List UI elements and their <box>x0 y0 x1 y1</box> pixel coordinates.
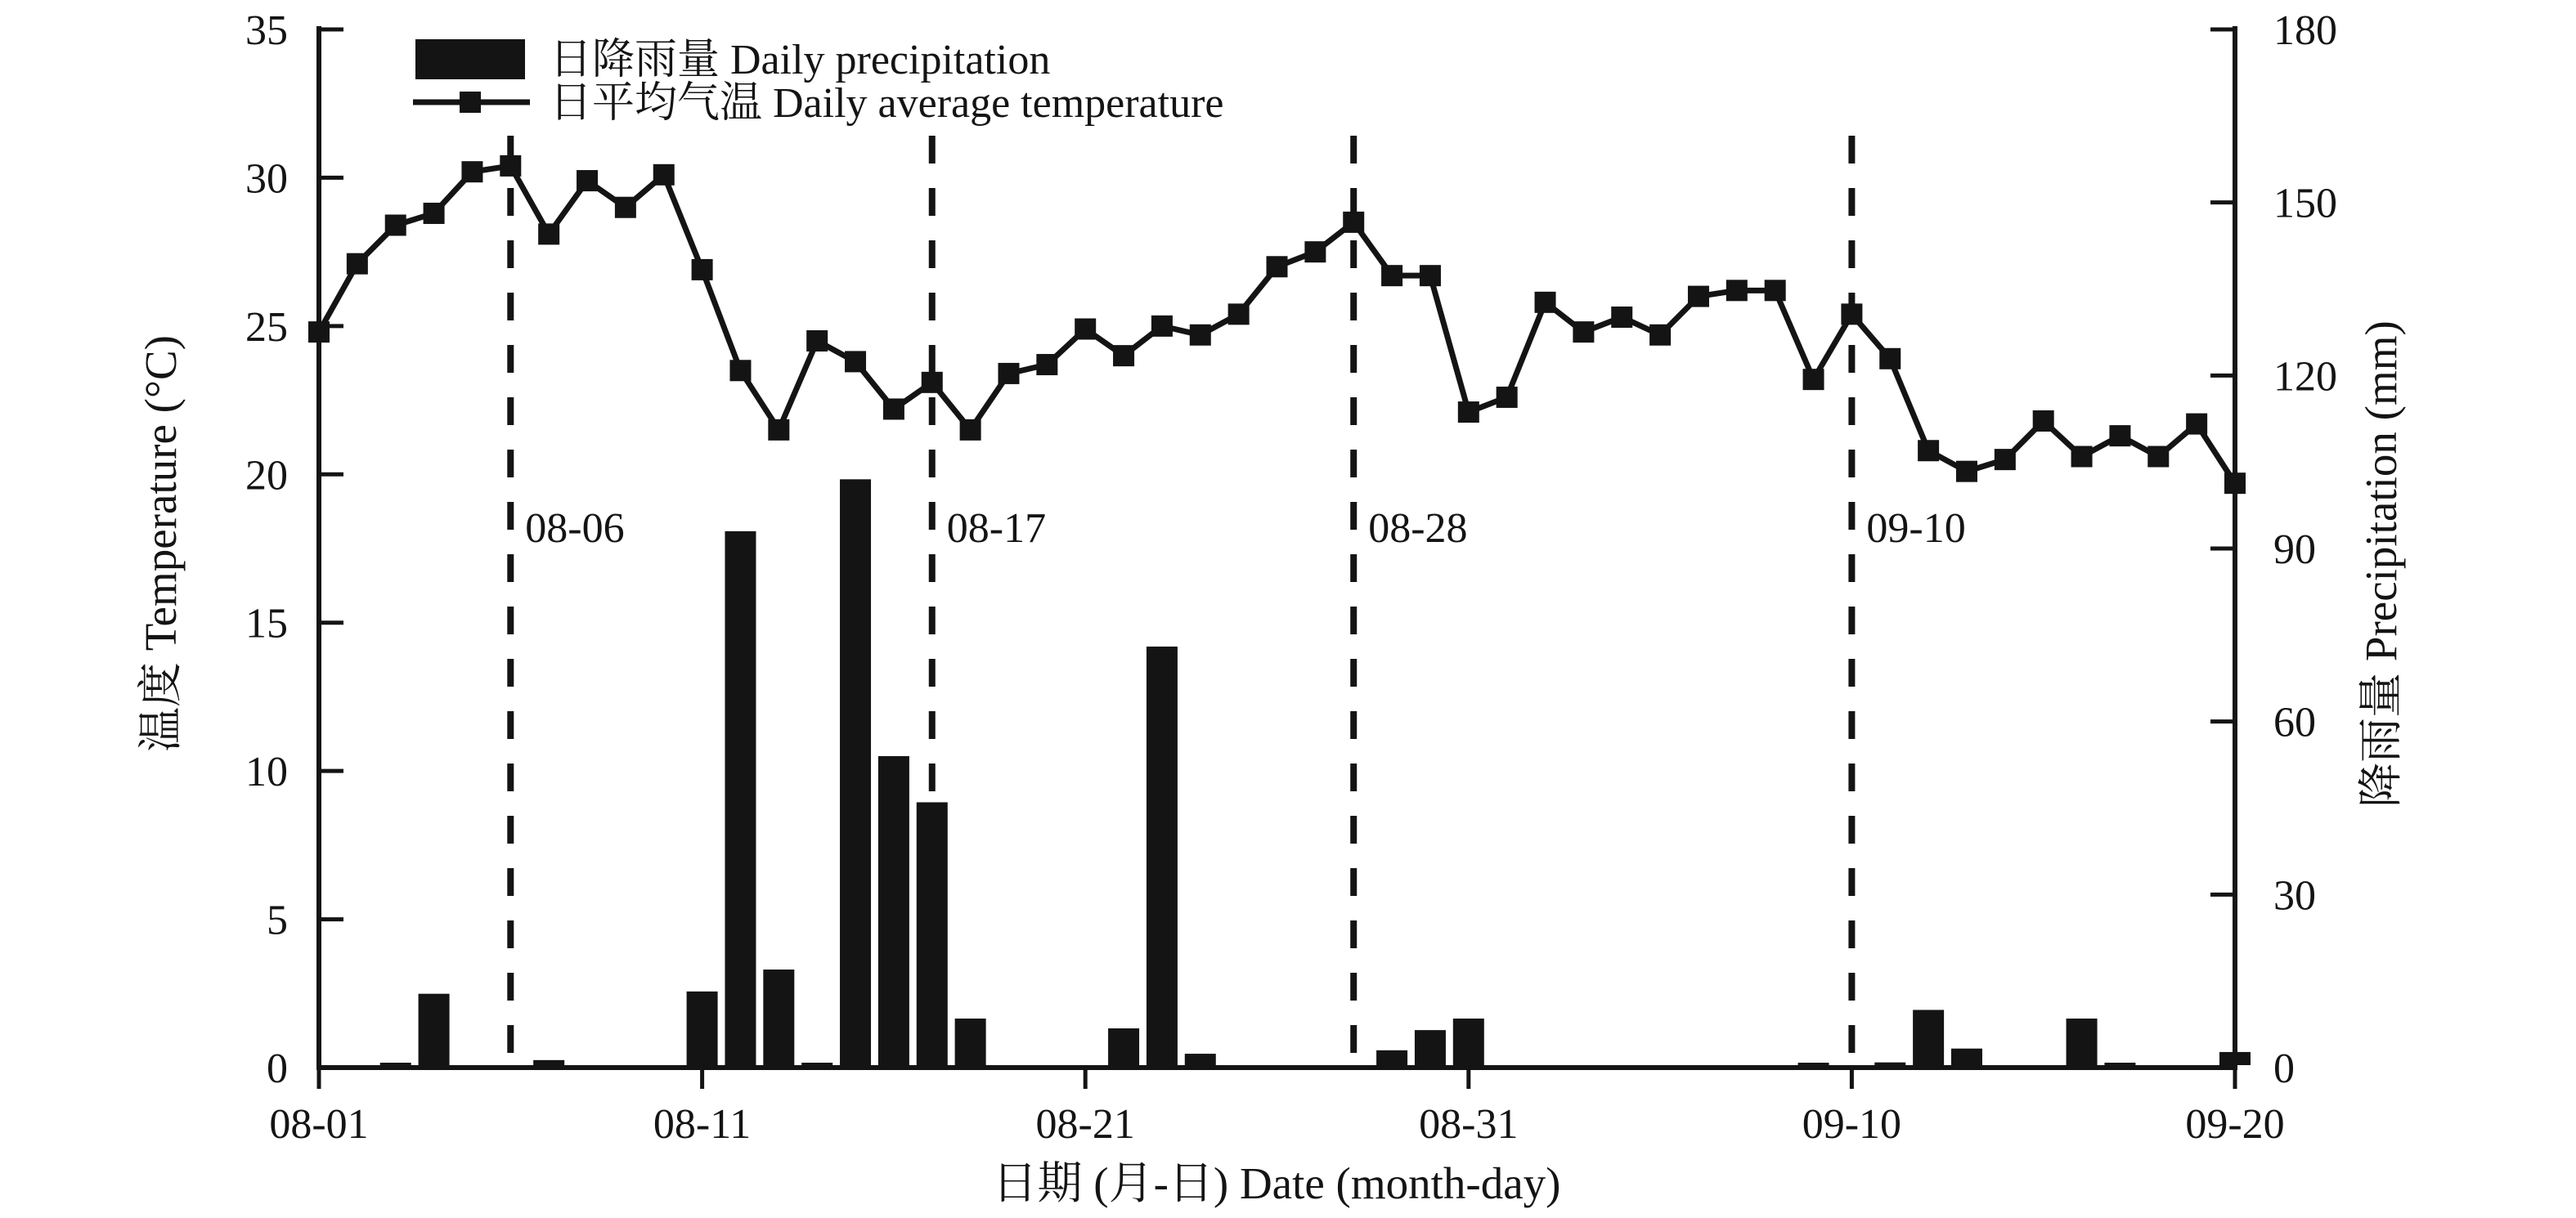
temp-marker-08-07 <box>538 223 559 244</box>
right-tick-label-30: 30 <box>2273 872 2316 920</box>
bar-09-16 <box>2067 1019 2098 1065</box>
legend <box>413 37 1223 127</box>
temp-marker-08-20 <box>1036 354 1057 375</box>
temp-marker-08-02 <box>347 253 368 275</box>
temp-marker-08-16 <box>883 398 904 419</box>
temp-marker-08-10 <box>653 164 675 186</box>
temp-marker-08-30 <box>1420 265 1441 286</box>
left-tick-label-10: 10 <box>245 749 288 796</box>
legend-precip-label: 日降雨量 Daily precipitation <box>550 37 1051 83</box>
temp-marker-08-08 <box>577 170 598 191</box>
temp-marker-08-25 <box>1228 303 1250 325</box>
left-tick-label-25: 25 <box>245 303 288 351</box>
temp-marker-09-06 <box>1688 286 1709 307</box>
temp-marker-08-12 <box>729 360 751 381</box>
temp-marker-09-17 <box>2109 425 2130 446</box>
bar-09-12 <box>1913 1010 1944 1065</box>
temp-marker-08-13 <box>768 419 789 441</box>
temp-marker-08-28 <box>1343 212 1364 233</box>
temp-marker-08-26 <box>1267 256 1288 277</box>
legend-temp-marker-swatch <box>460 92 481 113</box>
left-tick-label-35: 35 <box>245 7 288 54</box>
temp-marker-08-06 <box>500 155 521 177</box>
temperature-polyline <box>319 166 2235 483</box>
bar-09-11 <box>1874 1063 1905 1065</box>
x-axis-title: 日期 (月-日) Date (month-day) <box>992 1158 1561 1208</box>
bar-08-11 <box>687 992 718 1065</box>
temp-marker-09-18 <box>2147 446 2169 468</box>
temp-marker-09-08 <box>1765 280 1786 301</box>
x-tick-label-08-31: 08-31 <box>1419 1101 1519 1148</box>
bar-08-24 <box>1185 1054 1216 1065</box>
bar-08-31 <box>1453 1019 1484 1065</box>
right-tick-label-180: 180 <box>2273 7 2337 54</box>
temp-marker-09-14 <box>1995 449 2016 470</box>
temp-marker-08-11 <box>692 259 713 280</box>
temp-marker-09-09 <box>1803 369 1824 390</box>
temp-marker-09-11 <box>1879 348 1901 369</box>
right-tick-label-0: 0 <box>2273 1046 2295 1092</box>
x-tick-label-08-21: 08-21 <box>1035 1101 1135 1148</box>
left-tick-label-0: 0 <box>267 1046 288 1092</box>
temp-marker-09-12 <box>1918 440 1939 461</box>
bar-08-13 <box>763 969 794 1065</box>
temp-marker-08-04 <box>424 203 445 224</box>
bar-08-07 <box>533 1060 564 1065</box>
temp-marker-08-22 <box>1113 345 1134 366</box>
temp-marker-08-23 <box>1151 316 1173 337</box>
left-tick-label-5: 5 <box>267 897 288 944</box>
right-tick-label-150: 150 <box>2273 180 2337 227</box>
bar-08-22 <box>1108 1028 1139 1065</box>
temp-marker-08-09 <box>615 197 636 218</box>
bar-08-04 <box>419 994 450 1065</box>
bar-08-03 <box>380 1063 411 1065</box>
bar-08-12 <box>725 531 756 1065</box>
precipitation-bars <box>380 479 2251 1065</box>
temp-marker-09-02 <box>1535 292 1556 313</box>
legend-temp-label: 日平均气温 Daily average temperature <box>550 80 1224 127</box>
temp-marker-08-05 <box>461 161 482 182</box>
axes-and-ticks <box>245 7 2337 1148</box>
temp-marker-08-03 <box>385 214 406 235</box>
bar-08-29 <box>1376 1050 1407 1065</box>
temp-marker-08-14 <box>806 330 828 352</box>
left-tick-label-20: 20 <box>245 452 288 499</box>
temp-marker-09-04 <box>1611 307 1632 328</box>
dashed-line-label-08-17: 08-17 <box>946 505 1047 552</box>
temp-marker-09-01 <box>1497 387 1518 408</box>
temp-marker-09-19 <box>2186 414 2207 435</box>
left-tick-label-15: 15 <box>245 600 288 647</box>
temp-marker-08-27 <box>1304 241 1326 262</box>
bar-08-17 <box>917 802 948 1065</box>
temperature-line-series <box>308 155 2246 494</box>
dashed-line-label-08-06: 08-06 <box>525 505 625 552</box>
temp-marker-09-16 <box>2071 446 2093 468</box>
temp-marker-08-17 <box>922 372 943 393</box>
x-tick-label-08-01: 08-01 <box>269 1101 369 1148</box>
temp-marker-08-19 <box>998 363 1019 384</box>
dashed-line-label-08-28: 08-28 <box>1368 505 1468 552</box>
temp-marker-09-03 <box>1573 321 1594 343</box>
right-tick-label-60: 60 <box>2273 699 2316 746</box>
temp-marker-08-21 <box>1075 318 1096 339</box>
temp-marker-09-13 <box>1956 461 1977 482</box>
right-axis-title: 降雨量 Precipitation (mm) <box>2356 320 2406 808</box>
temp-marker-08-15 <box>845 351 866 372</box>
temp-marker-09-05 <box>1649 325 1671 346</box>
temp-marker-09-15 <box>2033 410 2054 432</box>
x-tick-label-09-20: 09-20 <box>2185 1101 2285 1148</box>
x-tick-label-08-11: 08-11 <box>653 1101 752 1148</box>
temp-marker-09-07 <box>1726 280 1748 301</box>
dashed-line-label-09-10: 09-10 <box>1866 505 1966 552</box>
bar-08-18 <box>955 1019 986 1065</box>
temp-marker-09-10 <box>1841 303 1862 325</box>
bar-08-30 <box>1415 1030 1446 1065</box>
bar-08-14 <box>801 1063 832 1065</box>
x-tick-label-09-10: 09-10 <box>1802 1101 1902 1148</box>
bar-09-13 <box>1951 1049 1982 1065</box>
legend-precip-swatch <box>415 39 525 79</box>
left-tick-label-30: 30 <box>245 155 288 203</box>
temp-marker-08-29 <box>1381 265 1402 286</box>
bar-08-15 <box>840 479 871 1065</box>
temp-marker-08-24 <box>1190 325 1211 346</box>
bar-08-23 <box>1147 647 1178 1065</box>
bar-09-17 <box>2104 1063 2135 1065</box>
left-axis-title: 温度 Temperature (°C) <box>136 335 186 752</box>
bar-09-09 <box>1798 1063 1829 1065</box>
right-tick-label-90: 90 <box>2273 526 2316 573</box>
bar-08-16 <box>878 756 909 1065</box>
temp-marker-08-18 <box>960 419 981 441</box>
temp-marker-08-31 <box>1458 401 1479 423</box>
right-tick-label-120: 120 <box>2273 353 2337 401</box>
